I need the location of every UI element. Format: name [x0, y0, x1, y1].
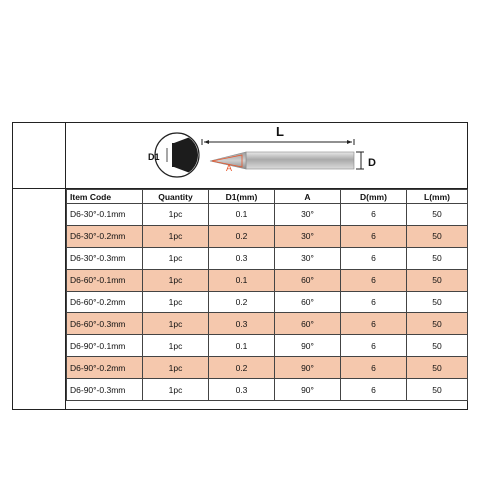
cell-item-code: D6-90°-0.2mm — [67, 357, 143, 379]
table-row — [67, 291, 468, 313]
header-item-code: Item Code — [67, 190, 143, 204]
cell-quantity: 1pc — [143, 313, 209, 335]
cell-l: 50 — [407, 247, 468, 269]
tool-diagram — [66, 123, 467, 189]
cell-item-code: D6-30°-0.2mm — [67, 225, 143, 247]
cell-a: 90° — [275, 357, 341, 379]
cell-d: 6 — [341, 357, 407, 379]
cell-item-code: D6-30°-0.3mm — [67, 247, 143, 269]
cell-d: 6 — [341, 247, 407, 269]
cell-d: 6 — [341, 204, 407, 226]
cell-d1: 0.2 — [209, 357, 275, 379]
cell-d1: 0.3 — [209, 247, 275, 269]
table-row — [67, 357, 468, 379]
cell-d: 6 — [341, 225, 407, 247]
cell-quantity: 1pc — [143, 357, 209, 379]
cell-d: 6 — [341, 269, 407, 291]
cell-quantity: 1pc — [143, 225, 209, 247]
cell-a: 90° — [275, 379, 341, 401]
header-a: A — [275, 190, 341, 204]
table-row — [67, 313, 468, 335]
cell-quantity: 1pc — [143, 247, 209, 269]
cell-l: 50 — [407, 357, 468, 379]
cell-l: 50 — [407, 313, 468, 335]
cell-a: 30° — [275, 247, 341, 269]
cell-a: 60° — [275, 313, 341, 335]
header-d1: D1(mm) — [209, 190, 275, 204]
d-label: D — [368, 157, 376, 169]
cell-item-code: D6-90°-0.3mm — [67, 379, 143, 401]
cell-quantity: 1pc — [143, 379, 209, 401]
cell-l: 50 — [407, 225, 468, 247]
a-label: A — [226, 163, 233, 173]
cell-d1: 0.1 — [209, 335, 275, 357]
cell-d: 6 — [341, 291, 407, 313]
cell-d1: 0.2 — [209, 225, 275, 247]
left-margin-column — [13, 123, 66, 409]
cell-item-code: D6-60°-0.3mm — [67, 313, 143, 335]
cell-l: 50 — [407, 269, 468, 291]
tip-detail-flat — [172, 143, 175, 167]
table-row — [67, 204, 468, 226]
l-arrow-right-icon — [347, 140, 352, 144]
cell-quantity: 1pc — [143, 269, 209, 291]
d1-label: D1 — [148, 152, 160, 162]
cell-d1: 0.1 — [209, 269, 275, 291]
cell-a: 30° — [275, 204, 341, 226]
cell-d1: 0.3 — [209, 379, 275, 401]
cell-a: 60° — [275, 269, 341, 291]
cell-l: 50 — [407, 291, 468, 313]
spec-content — [66, 123, 467, 409]
left-margin-cap — [13, 123, 65, 189]
engraving-bit-drawing — [66, 123, 467, 189]
table-row — [67, 379, 468, 401]
spec-sheet — [12, 122, 468, 410]
cell-item-code: D6-60°-0.2mm — [67, 291, 143, 313]
table-row — [67, 335, 468, 357]
table-row — [67, 225, 468, 247]
cell-item-code: D6-90°-0.1mm — [67, 335, 143, 357]
cell-quantity: 1pc — [143, 291, 209, 313]
cell-a: 30° — [275, 225, 341, 247]
cell-item-code: D6-30°-0.1mm — [67, 204, 143, 226]
cell-a: 60° — [275, 291, 341, 313]
cell-l: 50 — [407, 335, 468, 357]
cell-item-code: D6-60°-0.1mm — [67, 269, 143, 291]
l-label: L — [276, 124, 284, 139]
cell-a: 90° — [275, 335, 341, 357]
cell-d1: 0.1 — [209, 204, 275, 226]
cell-quantity: 1pc — [143, 335, 209, 357]
table-row — [67, 269, 468, 291]
cell-d1: 0.3 — [209, 313, 275, 335]
l-arrow-left-icon — [204, 140, 209, 144]
shank — [246, 152, 354, 169]
header-l: L(mm) — [407, 190, 468, 204]
cell-l: 50 — [407, 379, 468, 401]
cell-d1: 0.2 — [209, 291, 275, 313]
table-header-row — [67, 190, 468, 204]
header-quantity: Quantity — [143, 190, 209, 204]
header-d: D(mm) — [341, 190, 407, 204]
spec-table — [66, 189, 468, 401]
cell-d: 6 — [341, 335, 407, 357]
cell-d: 6 — [341, 379, 407, 401]
cell-quantity: 1pc — [143, 204, 209, 226]
table-row — [67, 247, 468, 269]
cell-l: 50 — [407, 204, 468, 226]
cell-d: 6 — [341, 313, 407, 335]
